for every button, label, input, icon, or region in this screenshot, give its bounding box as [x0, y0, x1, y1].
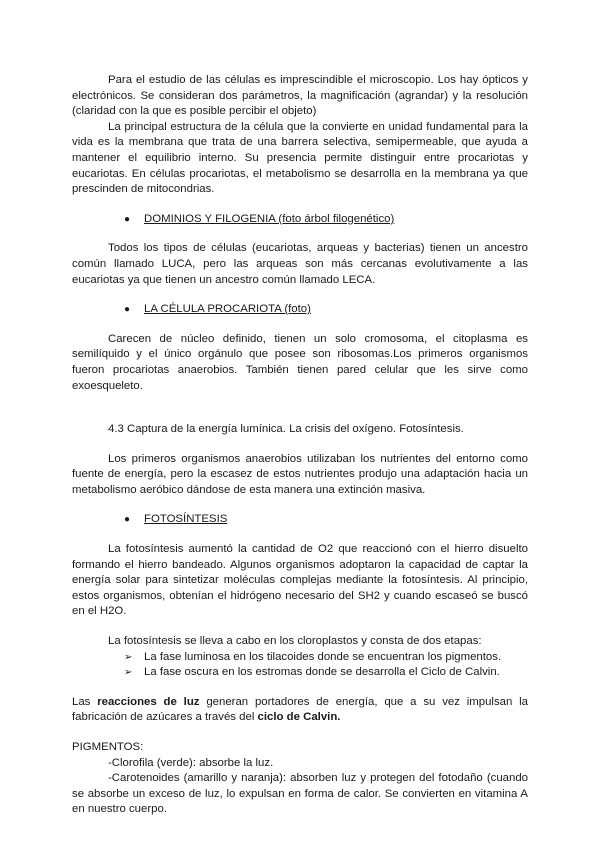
- bullet-procariota-text: LA CÉLULA PROCARIOTA (foto): [144, 303, 311, 316]
- paragraph-membrane: La principal estructura de la célula que la convierte en unidad fundamental para la vida es la membrana que trata de una barrera selectiva, semipermeable, que ayuda a mantener el equilibrio interno. Su presencia permite distinguir entre procariotas y eucariotas. En células procariotas, el metabolismo se desarrolla en la membrana ya que prescinden de mitocondrias.: [72, 120, 528, 196]
- bullet-icon: ●: [124, 514, 131, 526]
- reacciones-text-a: Las: [72, 695, 98, 708]
- paragraph-reacciones: [72, 695, 528, 726]
- arrow-icon: ➢: [124, 667, 133, 679]
- arrow-icon: ➢: [124, 651, 133, 663]
- bullet-dominios-text: DOMINIOS Y FILOGENIA (foto árbol filogenético): [144, 212, 395, 225]
- arrow-item-luminosa: [72, 650, 528, 666]
- paragraph-microscope: Para el estudio de las células es imprescindible el microscopio. Los hay ópticos y electrónicos. Se consideran dos parámetros, la magnificación (agrandar) y la resolución (claridad con la que es posible percibir el objeto): [72, 74, 528, 118]
- bullet-procariota: [72, 302, 528, 318]
- pigments-title: PIGMENTOS:: [72, 741, 144, 753]
- paragraph-procariotas: Carecen de núcleo definido, tienen un solo cromosoma, el citoplasma es semilíquido y el único orgánulo que posee son ribosomas.Los primeros organismos fueron procariotas anaerobios. También tienen pared celular que les sirve como exoesqueleto.: [72, 332, 528, 392]
- pigment-clorofila: -Clorofila (verde): absorbe la luz.: [108, 756, 274, 769]
- arrow-item-luminosa-text: La fase luminosa en los tilacoides donde se encuentran los pigmentos.: [144, 650, 502, 663]
- document-body: [72, 73, 528, 818]
- section-heading: 4.3 Captura de la energía lumínica. La crisis del oxígeno. Fotosíntesis.: [108, 423, 464, 436]
- bullet-dominios: [72, 212, 528, 228]
- reacciones-bold-calvin: ciclo de Calvin.: [257, 711, 341, 724]
- paragraph-fotosintesis: La fotosíntesis aumentó la cantidad de O2 que reaccionó con el hierro disuelto formando el hierro bandeado. Algunos organismos adoptaron la capacidad de captar la energía solar para sintetizar moléculas complejas mediante la fotosíntesis. Al principio, estos organismos, obtenían el hidrógeno necesario del SH2 y cuando escaseó se buscó en el H2O.: [72, 543, 528, 618]
- paragraph-anaerobios: Los primeros organismos anaerobios utilizaban los nutrientes del entorno como fuente de energía, pero la escasez de estos nutrientes produjo una adaptación hacia un metabolismo aeróbico dándose de esta manera una extinción masiva.: [72, 452, 528, 496]
- reacciones-bold-luz: reacciones de luz: [97, 695, 200, 708]
- arrow-item-oscura-text: La fase oscura en los estromas donde se desarrolla el Ciclo de Calvin.: [144, 666, 500, 679]
- bullet-fotosintesis: [72, 512, 528, 528]
- bullet-icon: ●: [124, 304, 131, 316]
- arrow-item-oscura: [72, 665, 528, 681]
- pigment-carotenoides: -Carotenoides (amarillo y naranja): absorben luz y protegen del fotodaño (cuando se absorbe un exceso de luz, lo expulsan en forma de calor. Se convierten en vitamina A en nuestro cuerpo.: [72, 772, 528, 816]
- paragraph-luca: Todos los tipos de células (eucariotas, arqueas y bacterias) tienen un ancestro común llamado LUCA, pero las arqueas son más cercanas evolutivamente a las eucariotas ya que tienen un ancestro común llamado LECA.: [72, 242, 528, 286]
- bullet-icon: ●: [124, 213, 131, 225]
- reacciones-text-c: generan portadores de energía, que a su vez impulsan la fabricación de azúcares a través del: [72, 695, 529, 724]
- bullet-fotosintesis-text: FOTOSÍNTESIS: [144, 513, 228, 526]
- paragraph-etapas: La fotosíntesis se lleva a cabo en los cloroplastos y consta de dos etapas:: [108, 635, 482, 648]
